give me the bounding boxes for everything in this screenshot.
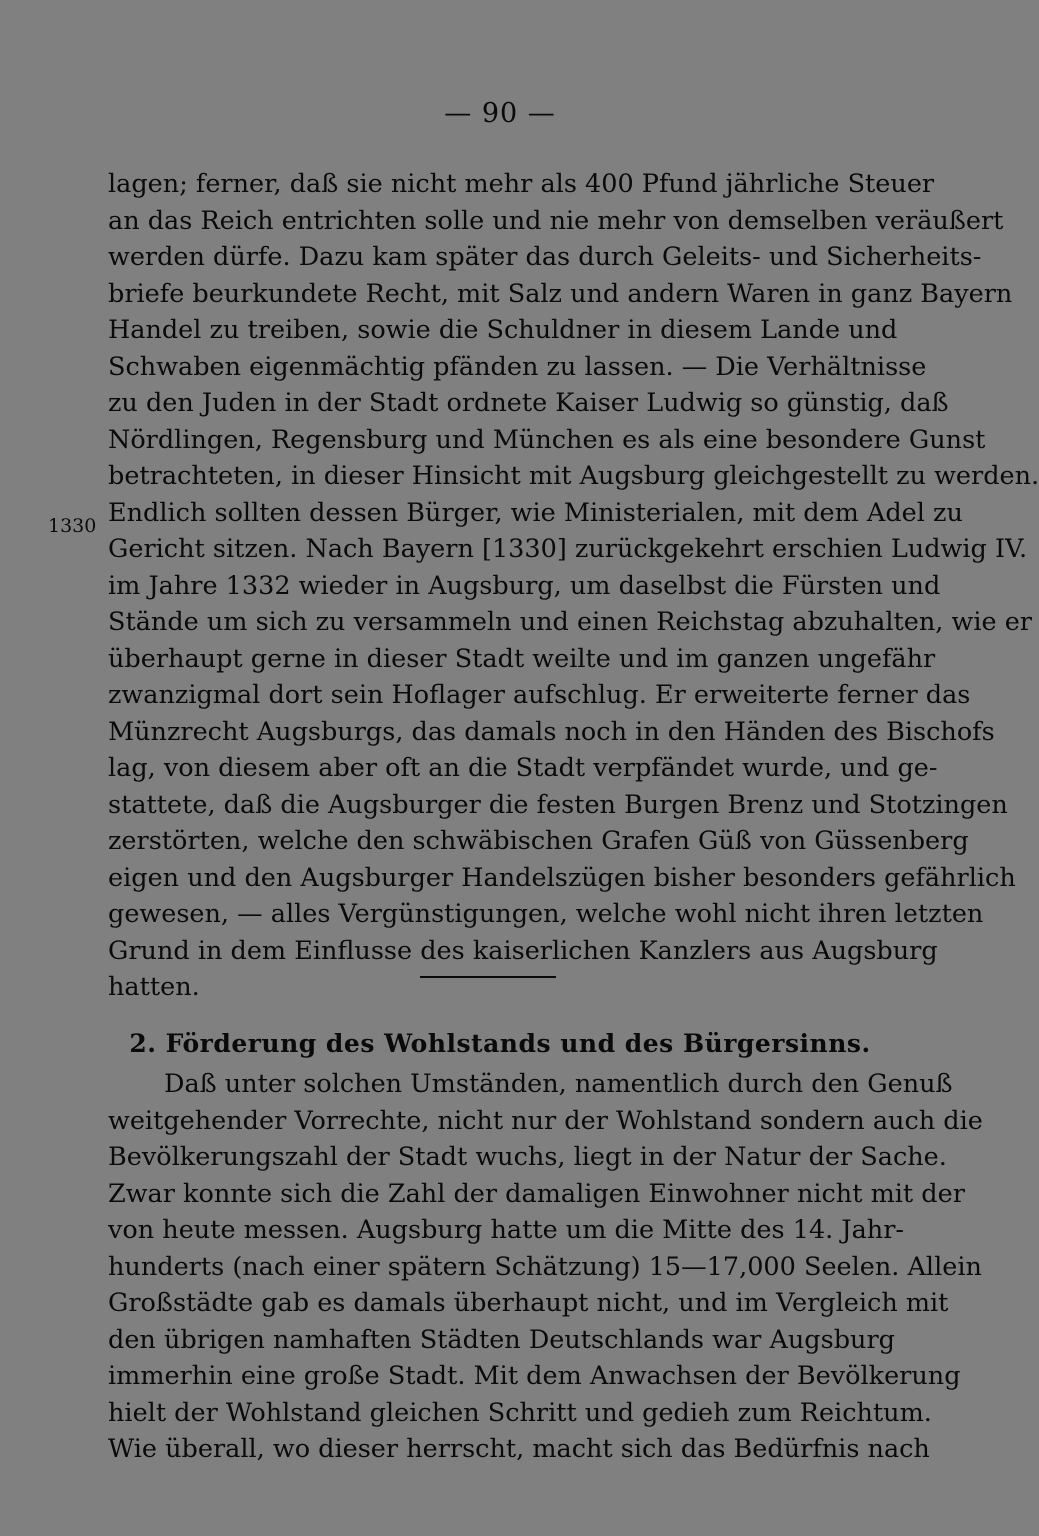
paragraph-2 (108, 1066, 983, 1468)
section-heading: 2. Förderung des Wohlstands und des Bürgersinns. (129, 1029, 871, 1058)
text-line: briefe beurkundete Recht, mit Salz und andern Waren in ganz Bayern (108, 278, 1013, 309)
text-line: eigen und den Augsburger Handelszügen bisher besonders gefährlich (108, 862, 1016, 893)
text-line: lag, von diesem aber oft an die Stadt verpfändet wurde, und ge- (108, 753, 938, 783)
text-line: lagen; ferner, daß sie nicht mehr als 400 Pfund jährliche Steuer (108, 169, 935, 199)
section-divider (420, 976, 556, 978)
text-line: zwanzigmal dort sein Hoflager aufschlug. Er erweiterte ferner das (108, 680, 971, 710)
paragraph-1 (108, 166, 1039, 1006)
text-line: Grund in dem Einflusse des kaiserlichen Kanzlers aus Augsburg (108, 935, 938, 966)
text-line: im Jahre 1332 wieder in Augsburg, um daselbst die Fürsten und (108, 570, 941, 601)
text-line: Gericht sitzen. Nach Bayern [1330] zurückgekehrt erschien Ludwig IV. (108, 534, 1028, 564)
text-line: zu den Juden in der Stadt ordnete Kaiser Ludwig so günstig, daß (108, 388, 949, 418)
text-line: Schwaben eigenmächtig pfänden zu lassen. — Die Verhältnisse (108, 351, 927, 382)
text-line: hatten. (108, 972, 200, 1002)
text-line: gewesen, — alles Vergünstigungen, welche wohl nicht ihren letzten (108, 899, 984, 929)
text-line: den übrigen namhaften Städten Deutschlands war Augsburg (108, 1324, 895, 1355)
text-line: Zwar konnte sich die Zahl der damaligen Einwohner nicht mit der (108, 1178, 965, 1209)
text-line: Münzrecht Augsburgs, das damals noch in den Händen des Bischofs (108, 716, 995, 747)
text-line: Wie überall, wo dieser herrscht, macht sich das Bedürfnis nach (108, 1434, 930, 1464)
text-line: Handel zu treiben, sowie die Schuldner in diesem Lande und (108, 315, 898, 345)
text-line: Stände um sich zu versammeln und einen Reichstag abzuhalten, wie er (108, 607, 1032, 637)
text-line: hunderts (nach einer spätern Schätzung) 15—17,000 Seelen. Allein (108, 1251, 982, 1282)
text-line: Nördlingen, Regensburg und München es als eine besondere Gunst (108, 424, 986, 455)
text-line: weitgehender Vorrechte, nicht nur der Wohlstand sondern auch die (108, 1105, 983, 1136)
text-line: Großstädte gab es damals überhaupt nicht, und im Vergleich mit (108, 1288, 949, 1318)
text-line: zerstörten, welche den schwäbischen Grafen Güß von Güssenberg (108, 826, 969, 856)
text-line: an das Reich entrichten solle und nie mehr von demselben veräußert (108, 205, 1004, 236)
text-line: werden dürfe. Dazu kam später das durch Geleits- und Sicherheits- (108, 242, 982, 272)
text-line: Bevölkerungszahl der Stadt wuchs, liegt in der Natur der Sache. (108, 1142, 947, 1172)
page-number: — 90 — (444, 98, 556, 129)
text-line: von heute messen. Augsburg hatte um die Mitte des 14. Jahr- (108, 1215, 905, 1245)
text-line: betrachteten, in dieser Hinsicht mit Augsburg gleichgestellt zu werden. (108, 461, 1039, 491)
text-line: stattete, daß die Augsburger die festen Burgen Brenz und Stotzingen (108, 789, 1008, 820)
text-line: Endlich sollten dessen Bürger, wie Ministerialen, mit dem Adel zu (108, 497, 963, 528)
text-line: immerhin eine große Stadt. Mit dem Anwachsen der Bevölkerung (108, 1361, 961, 1391)
text-line: hielt der Wohlstand gleichen Schritt und gedieh zum Reichtum. (108, 1397, 932, 1428)
margin-note-year: 1330 (48, 515, 97, 537)
text-line: Daß unter solchen Umständen, namentlich durch den Genuß (164, 1069, 953, 1099)
text-line: überhaupt gerne in dieser Stadt weilte und im ganzen ungefähr (108, 643, 936, 674)
